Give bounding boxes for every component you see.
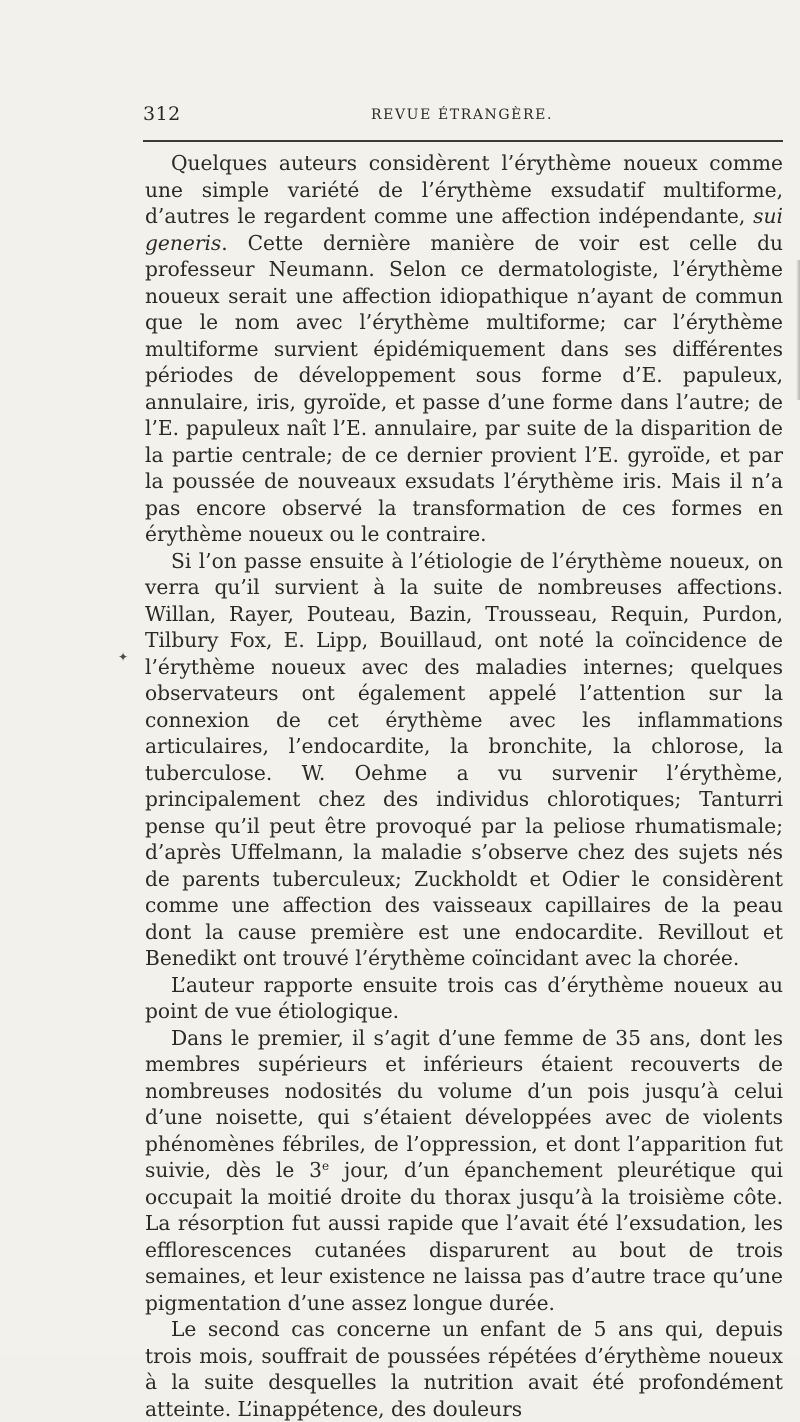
text-run: Dans le premier, il s’agit d’une femme de 35 ans, dont les membres supérieurs et inférieurs étaient recouverts de nombreuses nodosités du volume d’un pois jusqu’à celui d’une noisette, qui s’étaient développées avec de violents phénomènes fébriles, de l’oppression, et dont l’apparition fut suivie, dès le 3 bbox=[145, 1025, 783, 1182]
body-text bbox=[145, 150, 783, 1422]
paragraph-4 bbox=[145, 1025, 783, 1317]
paragraph-2 bbox=[145, 548, 783, 972]
text-run: Quelques auteurs considèrent l’érythème noueux comme une simple variété de l’érythème exsudatif multiforme, d’autres le regardent comme une affection indépendante, bbox=[145, 151, 783, 228]
paragraph-5 bbox=[145, 1316, 783, 1422]
paragraph-3 bbox=[145, 972, 783, 1025]
margin-mark: ✦ bbox=[118, 650, 129, 664]
superscript: e bbox=[322, 1159, 330, 1173]
running-head: REVUE ÉTRANGÈRE. bbox=[371, 107, 554, 123]
paragraph-1 bbox=[145, 150, 783, 548]
page-edge-shadow bbox=[796, 260, 800, 400]
text-run: Si l’on passe ensuite à l’étiologie de l’érythème noueux, on verra qu’il survient à la suite de nombreuses affections. Willan, Rayer, Pouteau, Bazin, Trousseau, Requin, Purdon, Tilbury Fox, E. Lipp, Bouillaud, ont noté la coïncidence de l’érythème noueux avec des maladies internes; quelques observateurs ont également appelé l’attention sur la connexion de cet érythème avec les inflammations articulaires, l’endocardite, la bronchite, la chlorose, la tuberculose. W. Oehme a vu survenir l’érythème, principalement chez des individus chlorotiques; Tanturri pense qu’il peut être provoqué par la peliose rhumatismale; d’après Uffelmann, la maladie s’observe chez des sujets nés de parents tuberculeux; Zuckholdt et Odier le considèrent comme une affection des vaisseaux capillaires de la peau dont la cause première est une endocardite. Revillout et Benedikt ont trouvé l’érythème coïncidant avec la chorée. bbox=[145, 548, 783, 970]
text-run: Le second cas concerne un enfant de 5 ans qui, depuis trois mois, souffrait de poussées répétées d’érythème noueux à la suite desquelles la nutrition avait été profondément atteinte. L’inappétence, des douleurs bbox=[145, 1317, 783, 1421]
page-header bbox=[143, 103, 783, 125]
italic-text: sui generis bbox=[145, 204, 783, 255]
header-rule bbox=[143, 140, 783, 142]
text-run: jour, d’un épanchement pleurétique qui occupait la moitié droite du thorax jusqu’à la troisième côte. La résorption fut aussi rapide que l’avait été l’exsudation, les efflorescences cutanées disparurent au bout de trois semaines, et leur existence ne laissa pas d’autre trace qu’une pigmentation d’une assez longue durée. bbox=[145, 1158, 783, 1315]
text-run: L’auteur rapporte ensuite trois cas d’érythème noueux au point de vue étiologique. bbox=[145, 972, 783, 1023]
page-number: 312 bbox=[143, 103, 181, 125]
text-run: . Cette dernière manière de voir est celle du professeur Neumann. Selon ce dermatologiste, l’érythème noueux serait une affection idiopathique n’ayant de commun que le nom avec l’érythème multiforme; car l’érythème multiforme survient épidémiquement dans ses différentes périodes de développement sous forme d’E. papuleux, annulaire, iris, gyroïde, et passe d’une forme dans l’autre; de l’E. papuleux naît l’E. annulaire, par suite de la disparition de la partie centrale; de ce dernier provient l’E. gyroïde, et par la poussée de nouveaux exsudats l’érythème iris. Mais il n’a pas encore observé la transformation de ces formes en érythème noueux ou le contraire. bbox=[145, 230, 783, 546]
